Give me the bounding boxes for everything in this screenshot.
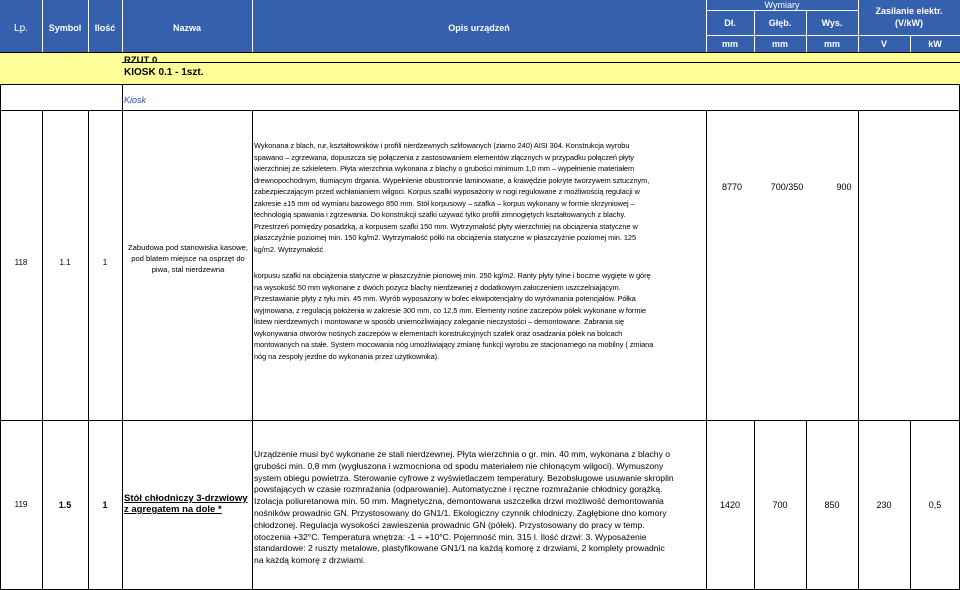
header-glab: Głęb.	[768, 18, 792, 28]
header-lp: Lp.	[14, 23, 28, 34]
header-unit-glab: mm	[771, 39, 788, 49]
row-wys: 850	[824, 500, 840, 510]
row-glab: 700/350	[770, 182, 804, 192]
row-dl: 8770	[721, 182, 743, 192]
header-symbol: Symbol	[48, 23, 82, 33]
row-glab: 700	[772, 500, 788, 510]
row-ilosc: 1	[102, 500, 108, 510]
header-opis: Opis urządzeń	[448, 23, 510, 33]
row-symbol: 1.1	[59, 258, 71, 267]
header-unit-wys: mm	[823, 39, 840, 49]
row-v: 230	[876, 500, 892, 510]
row-lp: 119	[14, 500, 28, 509]
row-lp: 118	[14, 258, 28, 267]
row-wys: 900	[836, 182, 852, 192]
header-unit-v: V	[880, 39, 887, 49]
section-rzut: RZUT 0	[124, 55, 158, 66]
header-unit-kw: kW	[928, 39, 942, 49]
header-dl: Dł.	[724, 18, 736, 28]
row-symbol: 1.5	[58, 500, 72, 510]
row-nazwa-link[interactable]: Stół chłodniczy 3-drzwiowy z agregatem na dole *	[124, 493, 248, 515]
header-zasilanie-unit: (V/kW)	[895, 18, 923, 28]
section-kiosk-sub: Kiosk	[124, 95, 147, 105]
header-wys: Wys.	[821, 18, 843, 28]
row-kw: 0,5	[928, 500, 942, 510]
row-opis: Wykonana z blach, rur, kształtowników i profili nierdzewnych szlifowanych (ziarno 240) AISI 304. Konstrukcja wyrobu spawano – zgrzewana, dopuszcza się połączenia z zastosowaniem elementów złącznych w przypadku połączeń płyty wierzchniej ze szkieletem. Płyta wierzchnia wykonana z blachy o grubości minimum 1,0 mm – wypełnienie materiałem drewnopochodnym, tłumiącym drgania. Wypełnienie obustronnie laminowane, a krawędzie pokryte tworzywem sztucznym, zabezpieczającym przed wchłanianiem wilgoci. Korpus szafki wyposażony w nogi regulowane z możliwością regulacji w zakresie ±15 mm od wymiaru bazowego 850 mm. Stół korpusowy – szafka – korpus wykonany w formie skrzyniowej – technologią spawania i zgrzewania. Do konstrukcji szafki używać tylko profili zimnogiętych kształtowanych z blachy. Przestrzeń pomiędzy posadzką, a korpusem szafki 150 mm. Wytrzymałość płyty wierzchniej na obciążenia statyczne w płaszczyźnie poziomej min. 150 kg/m2. Wytrzymałość półki na obciążenia statyczne w płaszczyźnie poziomej min. 125 kg/m2. Wytrzymałość korpusu szafki na obciążenia statyczne w płaszczyźnie pionowej min. 250 kg/m2. Ranty płyty tylne i boczne wygięte w górę na wysokość 50 mm wykonane z dwóch pozycz blachy nierdzewnej z dodatkowym załoczeniem uszczelniającym. Przestawianie płyty z tyłu min. 45 mm. Wyrób wyposażony w bolec ekwipotencjalny do wyrównania potencjałów. Półka wyjmowana, z regulacją położenia w zakresie 300 mm, co 12,5 mm. Elementy nośne zaczepów półek wykonane w formie listew nierdzewnych i montowane w sposób uniemożliwiający zaleganie nieczystości – demontowane. Zabrania się wykonywania otworów nośnych zaczepów w elementach konstrukcyjnych szafek oraz osadzania półek na bolcach montowanych na stałe. System mocowania nóg umożliwiający zmianę funkcji wyrobu ze stacjonarnego na mobilny ( zmiana nóg na zespoły jezdne do wykonania przez użytkownika).	[254, 141, 654, 361]
section-kiosk-title: KIOSK 0.1 - 1szt.	[124, 67, 204, 78]
header-wymiary: Wymiary	[764, 0, 800, 10]
row-ilosc: 1	[102, 258, 108, 267]
row-nazwa: Zabudowa pod stanowiska kasowe, pod blatem miejsce na osprzęt do piwa, stal nierdzewna	[128, 243, 248, 274]
header-zasilanie: Zasilanie elektr.	[875, 6, 943, 16]
header-nazwa: Nazwa	[172, 23, 201, 33]
header-ilosc: Ilość	[94, 23, 116, 33]
row-opis: Urządzenie musi być wykonane ze stali nierdzewnej. Płyta wierzchnia o gr. min. 40 mm, wykonana z blachy o grubości min. 0,8 mm (wygłuszona i wzmocniona od spodu materiałem nie chłonącym wilgoci). Wymuszony system obiegu powietrza. Sterowanie cyfrowe z wyświetlaczem temperatury. Bezobsługowe usuwanie skroplin powstających w czasie rozmrażania (odparowanie). Automatyczne i ręczne rozmrażanie chłodnicy gorążką. Izolacja poliuretanowa min. 50 mm. Magnetyczna, demontowana uszczelka drzwi możliwość demontowania nośników prowadnic GN. Przystosowany do GN1/1. Ekologiczny czynnik chłodniczy. Zagłębione dno komory chłodzonej. Regulacja wysokości zawieszenia prowadnic GN (półek). Przystosowany do pracy w temp. otoczenia +32°C. Temperatura wnętrza: -1 ÷ +10°C. Pojemność min. 315 l. Ilość drzwi: 3. Wyposażenie standardowe: 2 ruszty metalowe, plastyfikowane GN1/1 na każdą komorę z drzwiami, 2 komplety prowadnic na każdą komorę z drzwiami.	[254, 449, 674, 566]
header-unit-dl: mm	[721, 39, 738, 49]
row-dl: 1420	[719, 500, 741, 510]
